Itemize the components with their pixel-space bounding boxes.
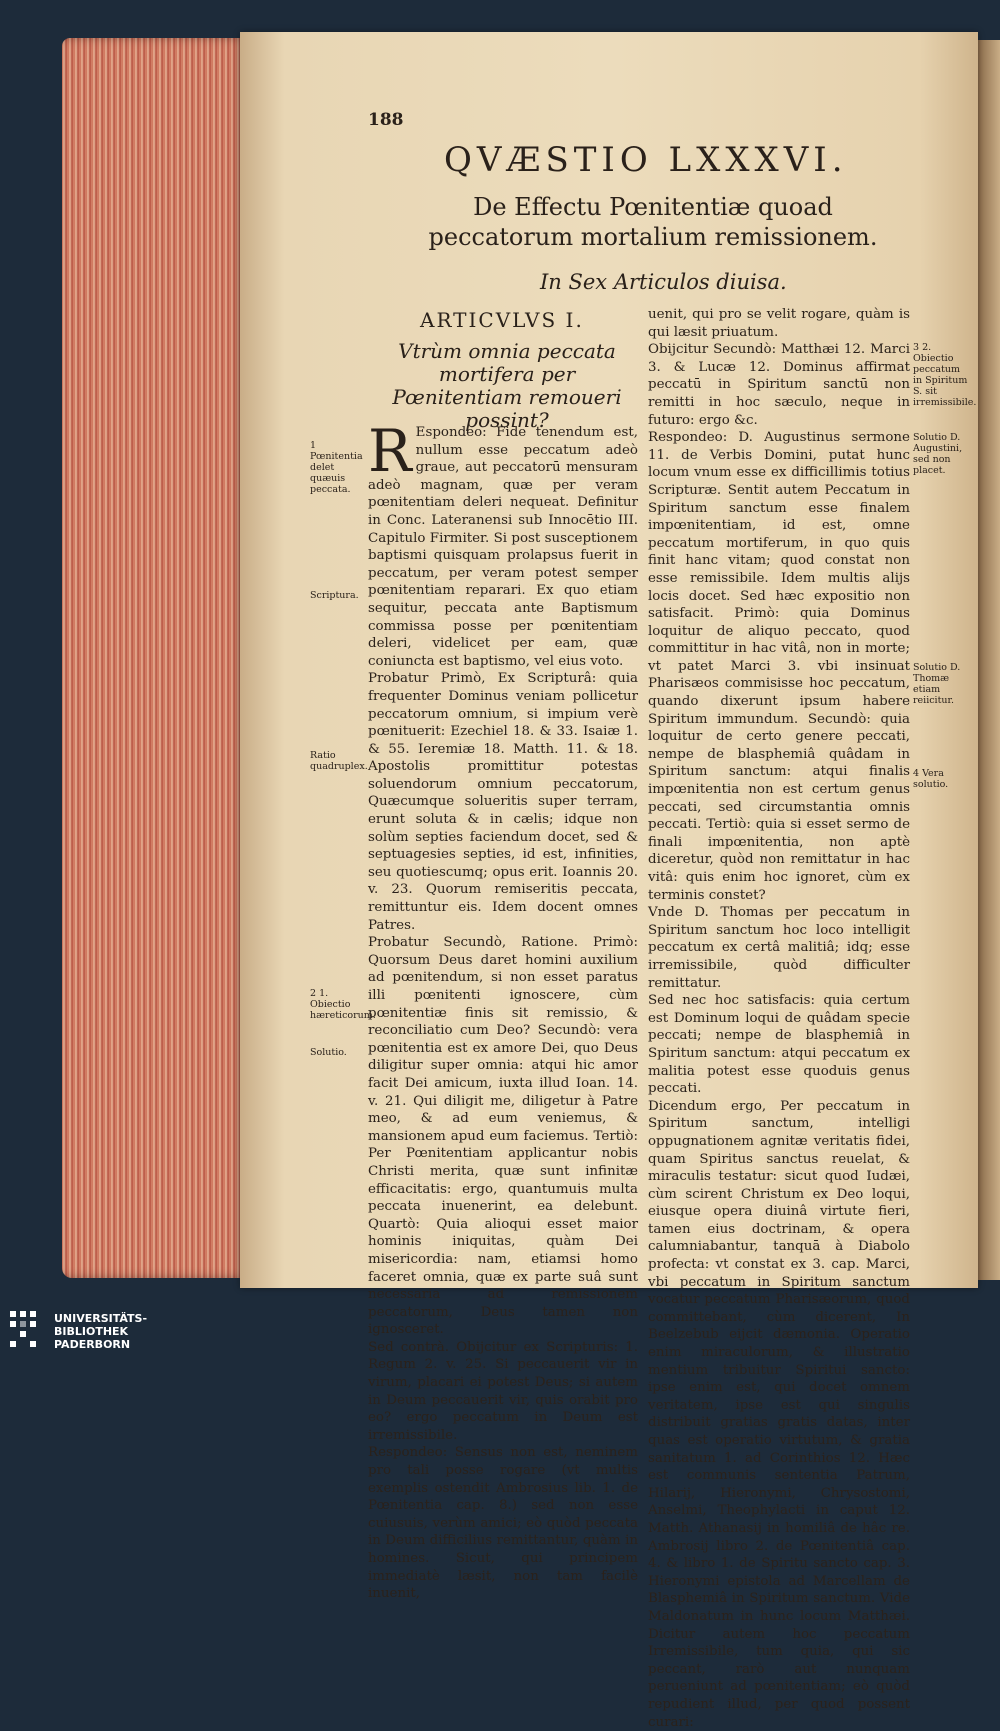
library-name-line: UNIVERSITÄTS- [54,1312,148,1325]
left-text-column [368,417,638,1603]
paragraph: Respondeo: D. Augustinus sermone 11. de Verbis Domini, putat hunc locum vnum esse ex difficillimis totius Scripturæ. Sentit autem Peccatum in Spiritum sanctum esse finalem impœnitentiam, id est, omne peccatum mortiferum, in quo quis finit hanc vitam; quod constat non esse remissibile. Idem multis alijs locis docet. Sed hæc expositio non satisfacit. Primò: quia Dominus loquitur de aliquo peccato, quod committitur in hac vitâ, non in morte; vt patet Marci 3. vbi insinuat Pharisæos commisisse hoc peccatum, quando dixerunt ipsum habere Spiritum immundum. Secundò: quia loquitur de certo genere peccati, nempe de blasphemiâ quâdam in Spiritum sanctum: atqui finalis impœnitentia non est certum genus peccati, sed circumstantia omnis peccati. Tertiò: quia si esset sermo de finali impœnitentia, non aptè diceretur, quòd non remittatur in hac vitâ: quis enim hoc ignoret, cùm ex terminis constet? [648,430,910,903]
facing-page-edge [978,40,1000,1280]
paragraph: Respondeo: Sensus non est, neminem pro tali posse rogare (vt multis exemplis ostendit Ambrosius lib. 1. de Pœnitentia cap. 8.) sed non esse cuiusuis, verùm amici; eò quòd peccata in Deum difficilius remittantur, quàm in homines. Sicut, qui principem immediatè læsit, non tam facilè inuenit, [368,1445,638,1602]
margin-note: Solutio D. Augustini, sed non placet. [913,432,963,476]
question-subtitle: De Effectu Pœnitentiæ quoad peccatorum mortalium remissionem. [428,193,878,251]
article-question: Vtrùm omnia peccata mortifera per Pœnitentiam remoueri possint? [392,339,622,432]
drop-cap: R [368,417,412,485]
paragraph: Probatur Secundò, Ratione. Primò: Quorsum Deus daret homini auxilium ad pœnitendum, si non esset paratus illi pœnitenti ignoscere, cùm pœnitentiæ finis sit remissio, & reconciliatio cum Deo? Secundò: vera pœnitentia est ex amore Dei, quo Deus diligitur super omnia: atqui hic amor facit Dei amicum, iuxta illud Ioan. 14. v. 21. Qui diligit me, diligetur à Patre meo, & ad eum veniemus, & mansionem apud eum faciemus. Tertiò: Per Pœnitentiam applicantur nobis Christi merita, quæ sunt infinitæ efficacitatis: ergo, quantumuis multa peccata inuenerint, ea delebunt. Quartò: Quia alioqui esset maior hominis iniquitas, quàm Dei misericordia: nam, etiamsi homo faceret omnia, quæ ex parte suâ sunt necessaria ad remissionem peccatorum, Deus tamen non ignosceret. [368,935,638,1338]
paragraph: Sed nec hoc satisfacis: quia certum est Dominum loqui de quâdam specie peccati; nempe de blasphemiâ in Spiritum sanctum: atqui peccatum ex malitia potest esse quoduis genus peccati. [648,993,910,1097]
paragraph: Dicendum ergo, Per peccatum in Spiritum sanctum, intelligi oppugnationem agnitæ veritatis fidei, quam Spiritus sanctus reuelat, & miraculis testatur: sicut quod Iudæi, cùm scirent Christum ex Deo loqui, eiusque opera diuinâ virtute fieri, tamen eius doctrinam, & opera calumniabantur, tanquā à Diabolo profecta: vt constat ex 3. cap. Marci, vbi peccatum in Spiritum sanctum vocatur peccatum Pharisæorum, quod committebant, cùm dicerent, In Beelzebub eijcit dæmonia. Operatio enim miraculorum, & illustratio mentium tribuitur Spiritui sancto: ipse enim est, qui docet omnem veritatem, ipse est qui singulis distribuit gratias gratis datas, inter quas est operatio virtutum, & gratia sanitatum 1. ad Corinthios 12. Hæc est communis sententia Patrum, Hilarij, Hieronymi, Chrysostomi, Anselmi, Theophylacti in caput 12. Matth. Athanasij in homiliâ de hâc re. Ambrosij libro 2. de Pœnitentiâ cap. 4. & libro 1. de Spiritu sancto cap. 3. Hieronymi epistola ad Marcellam de Blasphemiâ in Spiritum sanctum. Vide Maldonatum in hunc locum Matthæi. Dicitur autem hoc peccatum Irremissibile, tum quia, qui sic peccant, rarò aut nunquam perueniunt ad pœnitentiam; eò quòd repudient illud, per quod possent curari: [648,1098,910,1730]
library-name [54,1312,147,1351]
paragraph: Obijcitur Secundò: Matthæi 12. Marci 3. & Lucæ 12. Dominus affirmat peccatū in Spiritum sanctū non remitti in hoc sæculo, neque in futuro: ergo &c. [648,342,910,428]
margin-note: 1 Pœnitentia delet quæuis peccata. [310,440,363,495]
margin-note: Scriptura. [310,590,359,601]
paragraph: Espondeo: Fide tenendum est, nullum esse peccatum adeò graue, aut peccatorū mensuram adeò magnam, quæ per veram pœnitentiam deleri nequeat. Definitur in Conc. Lateranensi sub Innocētio III. Capitulo Firmiter. Si post susceptionem baptismi quisquam prolapsus fuerit in peccatum, per veram potest semper pœnitentiam reparari. Ex quo etiam sequitur, peccata ante Baptismum commissa posse per pœnitentiam deleri, videlicet per eam, quæ coniuncta est baptismo, vel eius voto. [368,425,638,669]
article-heading: ARTICVLVS I. [420,308,584,332]
book-page-edges [62,38,247,1278]
division-line: In Sex Articulos diuisa. [540,270,787,294]
library-name-line: PADERBORN [54,1338,131,1351]
paragraph: Probatur Primò, Ex Scripturâ: quia frequenter Dominus veniam pollicetur peccatorum omnium, si impium verè pœnituerit: Ezechiel 18. & 33. Isaiæ 1. & 55. Ieremiæ 18. Matth. 11. & 18. Apostolis promittitur potestas soluendorum omnium peccatorum, Quæcumque solueritis super terram, erunt soluta & in cælis; idque non solùm septies faciendum docet, sed & septuagesies septies, id est, infinities, seu quotiescumq; opus erit. Ioannis 20. v. 23. Quorum remiseritis peccata, remittuntur eis. Idem docent omnes Patres. [368,671,638,933]
margin-note: 3 2. Obiectio peccatum in Spiritum S. sit irremissibile. [913,342,977,408]
margin-note: 2 1. Obiectio hæreticorum. [310,988,376,1021]
page-number: 188 [368,110,404,130]
paragraph: uenit, qui pro se velit rogare, quàm is qui læsit priuatum. [648,307,910,340]
library-logo-icon [8,1307,48,1355]
margin-note: 4 Vera solutio. [913,768,949,790]
paragraph: Vnde D. Thomas per peccatum in Spiritum sanctum hoc loco intelligit peccatum ex certâ malitiâ; idq; esse irremissibile, quòd difficulter remittatur. [648,905,910,991]
question-title: QVÆSTIO LXXXVI. [444,140,848,180]
paragraph: Sed contrà. Obijcitur ex Scripturis: 1. Regum 2. v. 25. Si peccauerit vir in virum, placari ei potest Deus; si autem in Deum peccauerit vir, quis orabit pro eo? ergo peccatum in Deum est irremissibile. [368,1339,638,1443]
margin-note: Ratio quadruplex. [310,750,368,772]
margin-note: Solutio. [310,1047,347,1058]
library-name-line: BIBLIOTHEK [54,1325,129,1338]
margin-note: Solutio D. Thomæ etiam reiicitur. [913,662,961,706]
right-text-column [648,306,910,1731]
